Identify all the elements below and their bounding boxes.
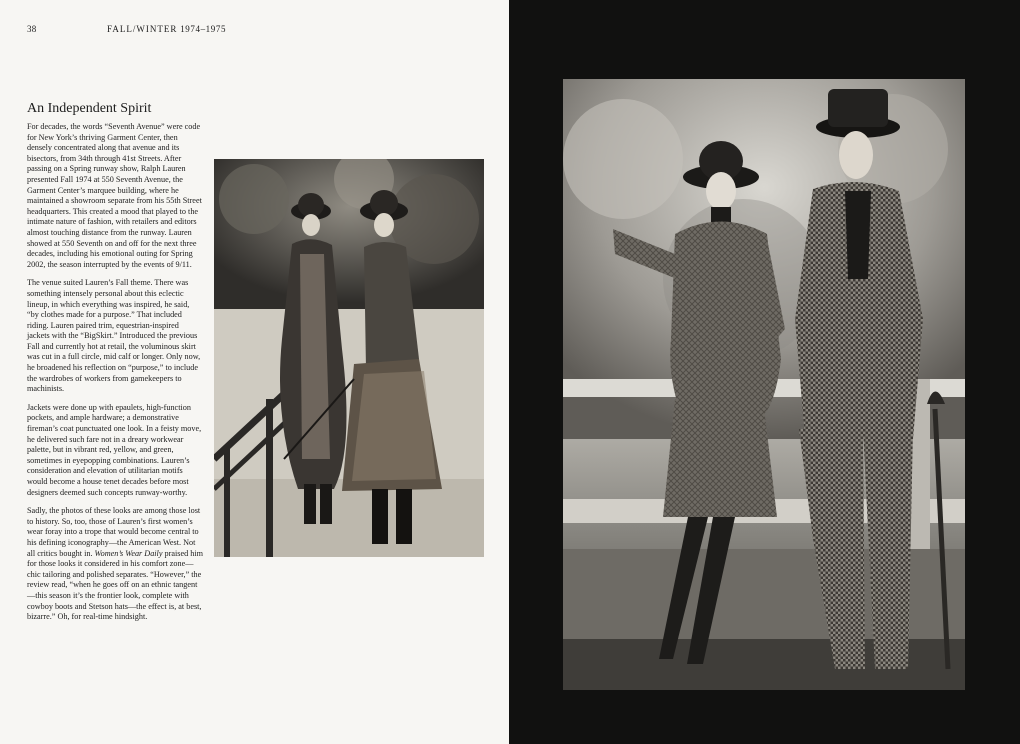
photo-couple-tweed-fence — [563, 79, 965, 690]
body-copy — [27, 122, 203, 631]
left-page — [0, 0, 509, 744]
page-number: 38 — [27, 24, 37, 34]
section-title: An Independent Spirit — [27, 101, 152, 116]
right-page — [509, 0, 1020, 744]
running-head-years: 1974–1975 — [180, 24, 227, 34]
paragraph: Jackets were done up with epaulets, high-function pockets, and ample hardware; a demonstrative fireman’s coat punctuated one look. In a feisty move, he delivered such fare not in a dreary workwear palette, but in vibrant red, yellow, and green, sometimes in eyepopping combinations. Lauren’s consideration and elevation of utilitarian motifs would become a house tenet decades before most designers deemed such concepts runway-worthy. — [27, 402, 202, 497]
paragraph: For decades, the words “Seventh Avenue” were code for New York’s thriving Garment Center, then densely concentrated along that avenue and its bisectors, from 34th through 41st Streets. After passing on a Spring runway show, Ralph Lauren presented Fall 1974 at 550 Seventh Avenue, the Garment Center’s marquee building, where he maintained a showroom separate from his 55th Street headquarters. This created a mood that played to the intimate nature of fashion, with retailers and editors almost touching distance from the runway. Lauren showed at 550 Seventh on and off for the next three decades, including his emotional outing for Spring 2002, the season interrupted by the events of 9/11. — [27, 122, 202, 269]
paragraph: The venue suited Lauren’s Fall theme. There was something intensely personal about this eclectic lineup, in which everything was inspired, he said, “by clothes made for a purpose.” That included riding. Lauren paired trim, equestrian-inspired jackets with the “BigSkirt.” Introduced the previous Fall and currently hot at retail, the voluminous skirt was cut in a full circle, mid calf or longer. Only now, he broadened his reflection on “purpose,” to include the wardrobes of workers from gamekeepers to machinists. — [27, 278, 201, 394]
paragraph — [27, 506, 203, 623]
running-head-season: FALL/WINTER — [107, 24, 178, 34]
running-head — [107, 24, 226, 34]
photo-two-women-riding-outfits — [214, 159, 484, 557]
paragraph-text: praised him for those looks it considered in his comfort zone—chic tailoring and polished separates. “However,” the review read, “when he goes off on an ethnic tangent—this season it’s the frontier look, complete with cowboy boots and Stetson hats—the effect is, at best, bizarre.” Oh, for real-time hindsight. — [27, 548, 203, 622]
publication-name: Women’s Wear Daily — [94, 548, 163, 558]
paragraph-text: Sadly, the photos of these looks are among those lost to history. So, too, those of Lauren’s first women’s wear foray into a trope that would become central to his defining iconography—the American West. Not all critics bought in. — [27, 506, 201, 558]
